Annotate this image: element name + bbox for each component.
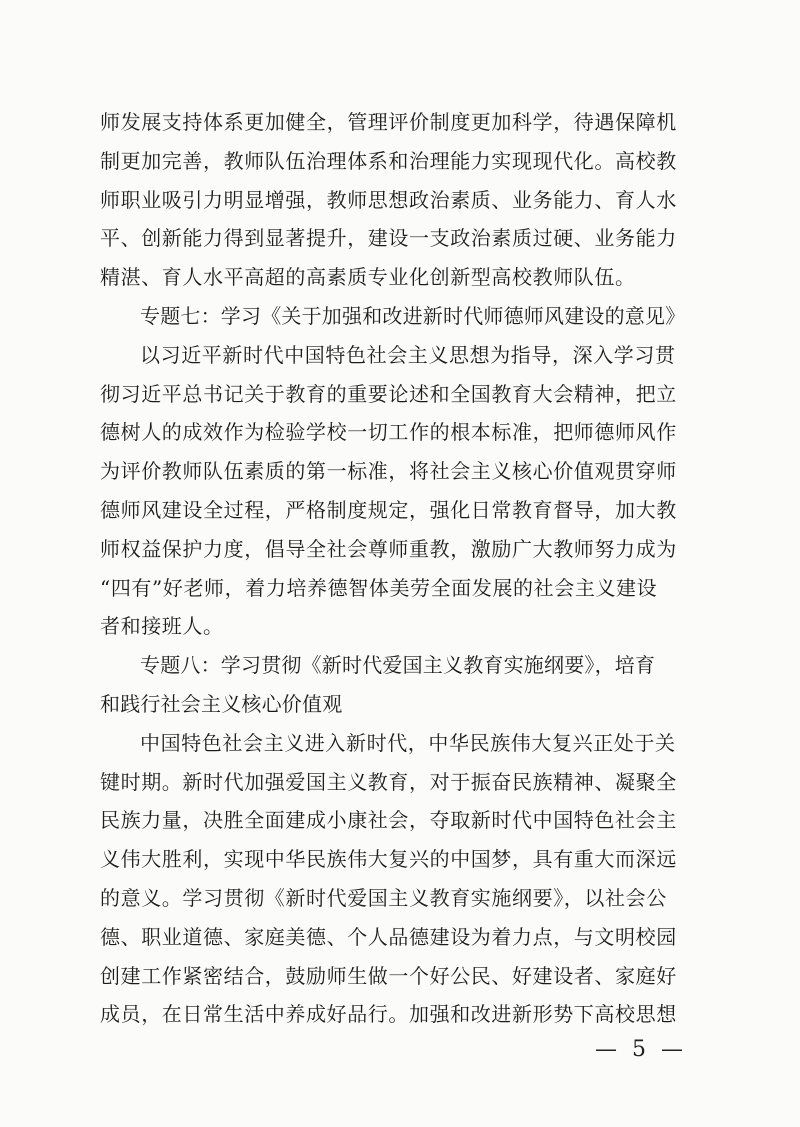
section-heading-line: 专题八：学习贯彻《新时代爱国主义教育实施纲要》，培育 xyxy=(140,653,656,678)
paragraph-line: “四有”好老师，着力培养德智体美劳全面发展的社会主义建设 xyxy=(100,575,658,600)
paragraph-line: 键时期。新时代加强爱国主义教育，对于振奋民族精神、凝聚全 xyxy=(100,769,677,794)
paragraph-line: 德、职业道德、家庭美德、个人品德建设为着力点，与文明校园 xyxy=(100,924,677,949)
paragraph-line: 彻习近平总书记关于教育的重要论述和全国教育大会精神，把立 xyxy=(100,381,677,406)
paragraph-line: 为评价教师队伍素质的第一标准，将社会主义核心价值观贯穿师 xyxy=(100,459,677,484)
paragraph-line: 成员，在日常生活中养成好品行。加强和改进新形势下高校思想 xyxy=(100,1002,677,1027)
paragraph-line: 以习近平新时代中国特色社会主义思想为指导，深入学习贯 xyxy=(140,342,676,367)
paragraph-line: 创建工作紧密结合，鼓励师生做一个好公民、好建设者、家庭好 xyxy=(100,963,677,988)
paragraph-line: 师职业吸引力明显增强，教师思想政治素质、业务能力、育人水 xyxy=(100,187,677,212)
paragraph-line: 义伟大胜利，实现中华民族伟大复兴的中国梦，具有重大而深远 xyxy=(100,847,677,872)
paragraph-line: 德树人的成效作为检验学校一切工作的根本标准，把师德师风作 xyxy=(100,420,677,445)
paragraph-line: 民族力量，决胜全面建成小康社会，夺取新时代中国特色社会主 xyxy=(100,808,677,833)
section-heading-line: 专题七：学习《关于加强和改进新时代师德师风建设的意见》 xyxy=(140,303,686,328)
paragraph-line: 平、创新能力得到显著提升，建设一支政治素质过硬、业务能力 xyxy=(100,226,677,251)
paragraph-line: 制更加完善，教师队伍治理体系和治理能力实现现代化。高校教 xyxy=(100,148,677,173)
page-number: — 5 — xyxy=(595,1037,687,1062)
paragraph-line: 中国特色社会主义进入新时代，中华民族伟大复兴正处于关 xyxy=(140,730,676,755)
paragraph-line: 师发展支持体系更加健全，管理评价制度更加科学，待遇保障机 xyxy=(100,110,677,134)
paragraph-line: 精湛、育人水平高超的高素质专业化创新型高校教师队伍。 xyxy=(100,265,636,290)
paragraph-line: 的意义。学习贯彻《新时代爱国主义教育实施纲要》，以社会公 xyxy=(100,885,667,910)
section-heading-line: 和践行社会主义核心价值观 xyxy=(100,691,343,716)
paragraph-line: 师权益保护力度，倡导全社会尊师重教，激励广大教师努力成为 xyxy=(100,536,677,561)
paragraph-line: 者和接班人。 xyxy=(100,614,224,639)
paragraph-line: 德师风建设全过程，严格制度规定，强化日常教育督导，加大教 xyxy=(100,497,677,522)
document-body xyxy=(100,103,700,1034)
